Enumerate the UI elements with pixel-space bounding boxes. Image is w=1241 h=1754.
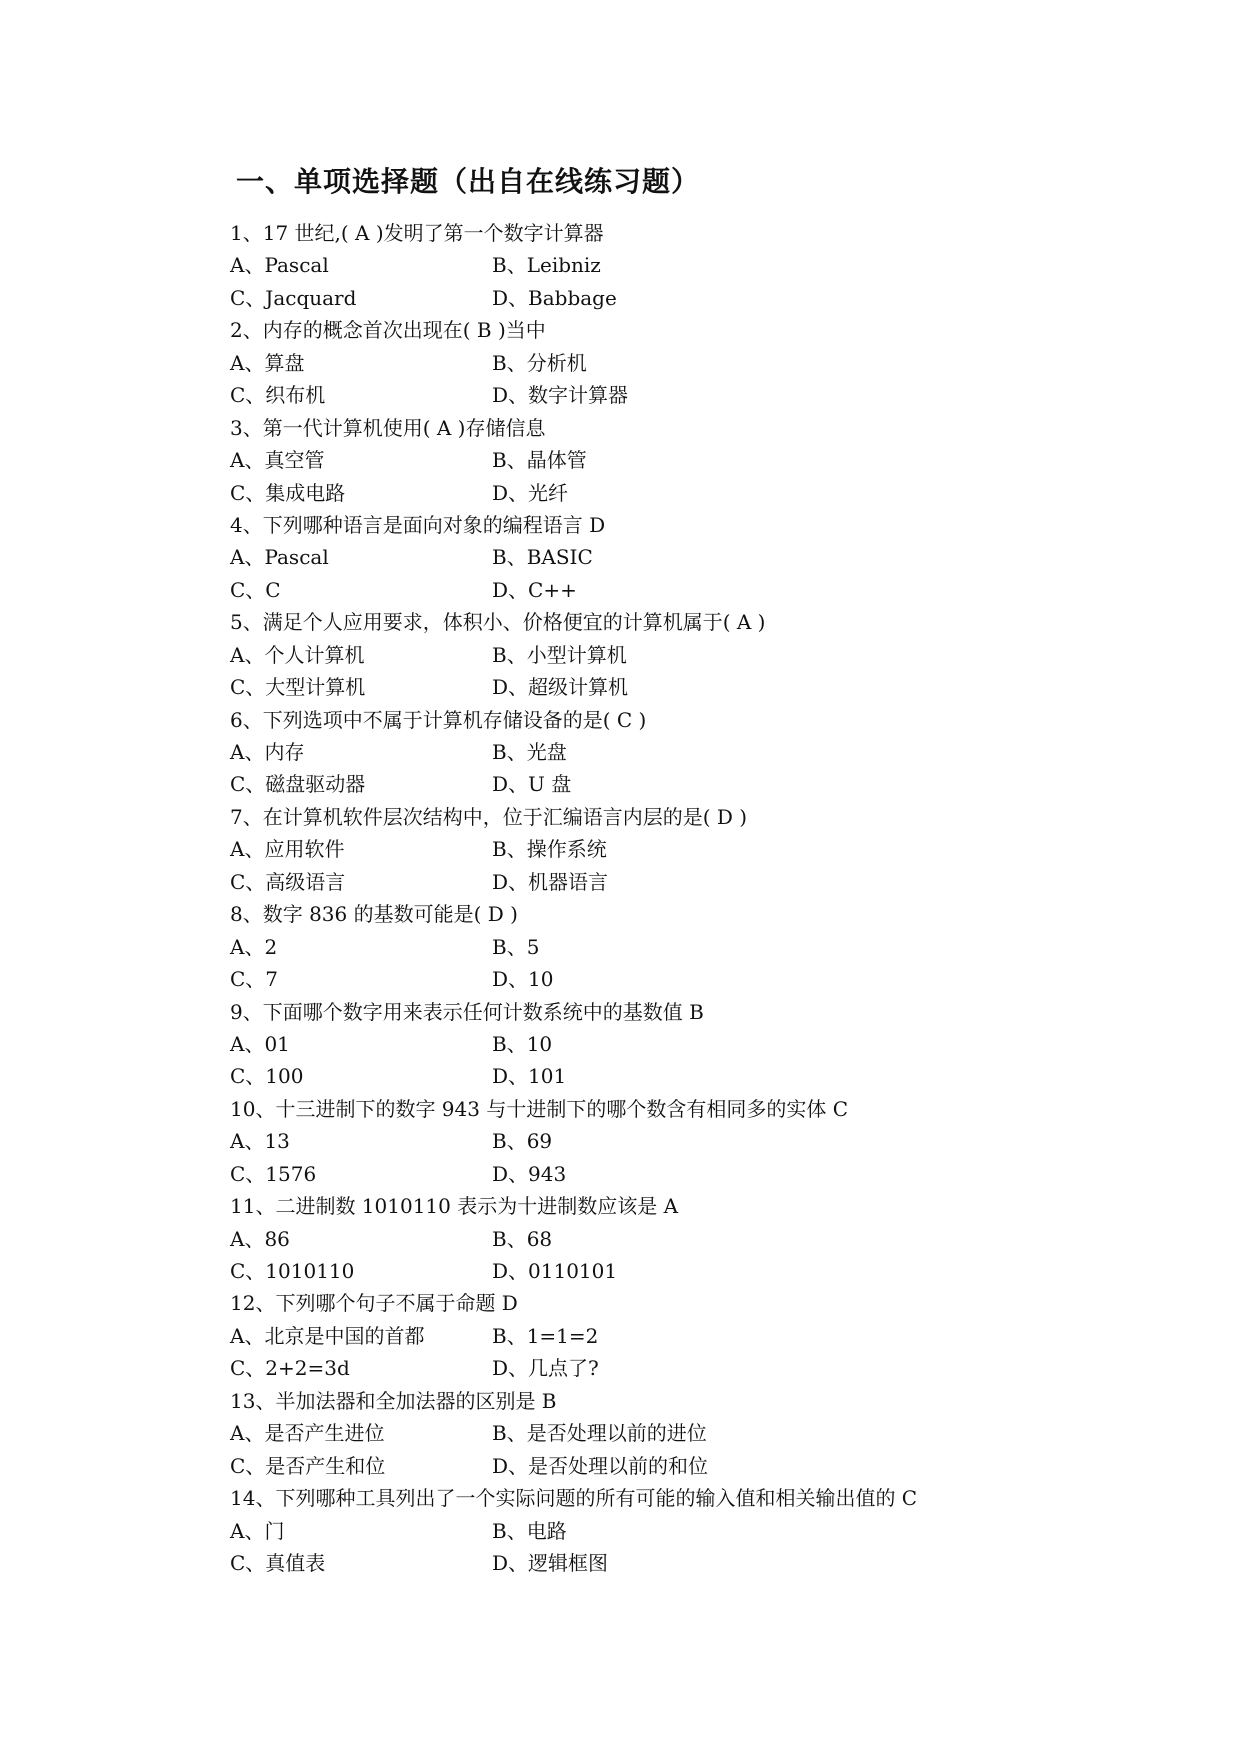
answer-option: D、是否处理以前的和位: [492, 1453, 709, 1478]
answer-option: D、超级计算机: [492, 675, 629, 700]
answer-option: B、10: [492, 1031, 553, 1056]
answer-option: B、BASIC: [492, 545, 593, 570]
question-item: [230, 801, 1130, 898]
answer-option: A、北京是中国的首都: [230, 1323, 425, 1348]
option-grid: [230, 1223, 1130, 1288]
answer-option: B、小型计算机: [492, 642, 627, 667]
option-grid: [230, 1320, 1130, 1385]
answer-option: C、集成电路: [230, 480, 346, 505]
question-stem: 6、下列选项中不属于计算机存储设备的是( C ): [230, 707, 647, 732]
question-stem: 4、下列哪种语言是面向对象的编程语言 D: [230, 512, 606, 537]
question-item: [230, 1482, 1130, 1579]
answer-option: B、Leibniz: [492, 253, 601, 278]
question-stem: 13、半加法器和全加法器的区别是 B: [230, 1388, 557, 1413]
question-item: [230, 1385, 1130, 1482]
option-grid: [230, 833, 1130, 898]
answer-option: B、操作系统: [492, 837, 607, 862]
answer-option: A、真空管: [230, 448, 325, 473]
question-item: [230, 217, 1130, 314]
answer-option: D、943: [492, 1161, 567, 1186]
answer-option: C、是否产生和位: [230, 1453, 386, 1478]
question-item: [230, 1287, 1130, 1384]
question-item: [230, 606, 1130, 703]
answer-option: B、是否处理以前的进位: [492, 1421, 707, 1446]
answer-option: A、应用软件: [230, 837, 345, 862]
answer-option: C、2+2=3d: [230, 1356, 350, 1381]
option-grid: [230, 541, 1130, 606]
answer-option: D、数字计算器: [492, 383, 629, 408]
answer-option: B、1=1=2: [492, 1323, 599, 1348]
question-stem: 10、十三进制下的数字 943 与十进制下的哪个数含有相同多的实体 C: [230, 1096, 848, 1121]
answer-option: D、0110101: [492, 1259, 618, 1283]
question-item: [230, 1093, 1130, 1190]
answer-option: D、机器语言: [492, 869, 609, 894]
option-grid: [230, 931, 1130, 996]
answer-option: D、光纤: [492, 480, 569, 505]
question-item: [230, 898, 1130, 995]
answer-option: C、大型计算机: [230, 675, 366, 700]
answer-option: B、光盘: [492, 740, 567, 764]
option-grid: [230, 249, 1130, 314]
question-stem: 1、17 世纪,( A )发明了第一个数字计算器: [230, 221, 604, 245]
answer-option: C、1576: [230, 1161, 317, 1186]
question-item: [230, 996, 1130, 1093]
answer-option: D、几点了?: [492, 1356, 599, 1381]
question-stem: 14、下列哪种工具列出了一个实际问题的所有可能的输入值和相关输出值的 C: [230, 1486, 918, 1511]
answer-option: C、高级语言: [230, 869, 346, 894]
answer-option: A、门: [230, 1518, 285, 1543]
answer-option: C、磁盘驱动器: [230, 772, 366, 797]
question-stem: 12、下列哪个句子不属于命题 D: [230, 1291, 518, 1316]
answer-option: B、电路: [492, 1518, 567, 1543]
answer-option: A、是否产生进位: [230, 1421, 385, 1446]
section-title: 一、单项选择题（出自在线练习题）: [236, 165, 701, 198]
answer-option: D、U 盘: [492, 772, 572, 797]
answer-option: B、晶体管: [492, 448, 587, 473]
answer-option: D、Babbage: [492, 285, 617, 310]
question-stem: 9、下面哪个数字用来表示任何计数系统中的基数值 B: [230, 999, 704, 1024]
answer-option: C、织布机: [230, 383, 326, 408]
answer-option: B、68: [492, 1226, 553, 1251]
option-grid: [230, 1417, 1130, 1482]
option-grid: [230, 347, 1130, 412]
answer-option: C、1010110: [230, 1259, 355, 1283]
question-stem: 2、内存的概念首次出现在( B )当中: [230, 318, 546, 343]
answer-option: C、C: [230, 577, 281, 602]
answer-option: B、69: [492, 1129, 553, 1154]
option-grid: [230, 444, 1130, 509]
question-item: [230, 412, 1130, 509]
question-list: [230, 217, 1130, 1579]
answer-option: A、01: [230, 1031, 290, 1056]
option-grid: [230, 639, 1130, 704]
answer-option: B、5: [492, 934, 540, 959]
question-item: [230, 509, 1130, 606]
answer-option: D、101: [492, 1064, 567, 1089]
question-item: [230, 704, 1130, 801]
option-grid: [230, 1515, 1130, 1580]
question-stem: 11、二进制数 1010110 表示为十进制数应该是 A: [230, 1194, 679, 1219]
question-stem: 3、第一代计算机使用( A )存储信息: [230, 415, 546, 440]
answer-option: A、13: [230, 1129, 290, 1154]
answer-option: A、算盘: [230, 350, 305, 375]
question-item: [230, 1190, 1130, 1287]
question-stem: 8、数字 836 的基数可能是( D ): [230, 902, 518, 927]
answer-option: A、内存: [230, 740, 305, 764]
answer-option: A、Pascal: [230, 253, 329, 278]
answer-option: C、Jacquard: [230, 285, 357, 310]
answer-option: A、个人计算机: [230, 642, 365, 667]
answer-option: D、C++: [492, 577, 577, 602]
answer-option: A、86: [230, 1226, 290, 1251]
answer-option: C、100: [230, 1064, 304, 1089]
answer-option: A、Pascal: [230, 545, 329, 570]
answer-option: C、真值表: [230, 1550, 326, 1575]
option-grid: [230, 736, 1130, 801]
option-grid: [230, 1125, 1130, 1190]
answer-option: D、逻辑框图: [492, 1550, 609, 1575]
question-stem: 5、满足个人应用要求，体积小、价格便宜的计算机属于( A ): [230, 610, 766, 635]
option-grid: [230, 1028, 1130, 1093]
answer-option: D、10: [492, 967, 554, 992]
answer-option: B、分析机: [492, 350, 587, 375]
answer-option: C、7: [230, 967, 279, 992]
answer-option: A、2: [230, 934, 278, 959]
question-item: [230, 314, 1130, 411]
question-stem: 7、在计算机软件层次结构中，位于汇编语言内层的是( D ): [230, 804, 748, 829]
